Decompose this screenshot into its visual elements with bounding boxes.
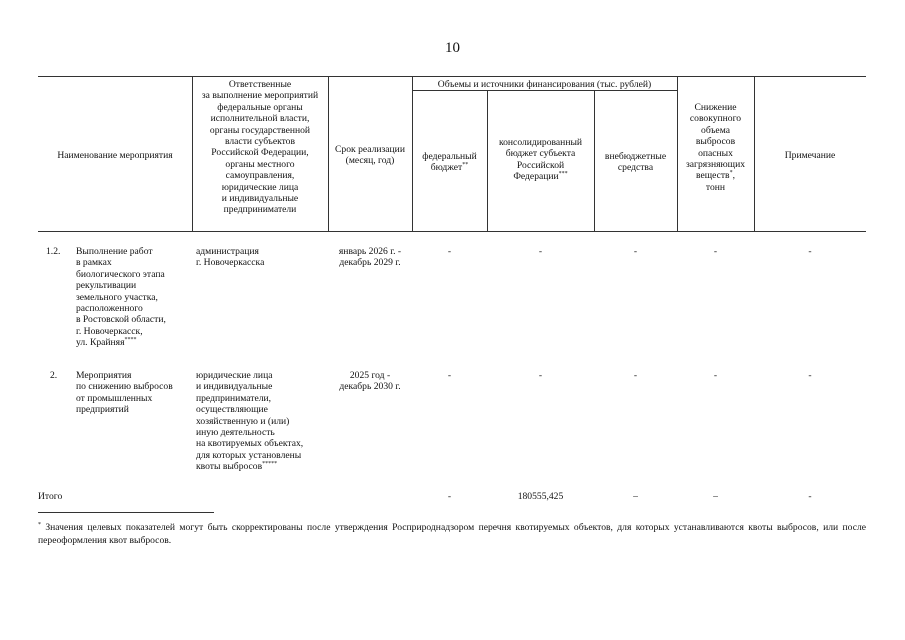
footnote-mark: * xyxy=(38,522,41,528)
footnote xyxy=(38,521,866,547)
header-federal-footnote-mark: ** xyxy=(462,162,469,169)
row-responsible: администрация г. Новочеркасска xyxy=(196,246,265,269)
header-extrabudget: внебюджетные средства xyxy=(604,151,667,174)
header-reduction-label: Снижение совокупного объема выбросов опасных загрязняющих веществ xyxy=(685,102,745,182)
header-responsible: Ответственные за выполнение мероприятий федеральные органы исполнительной власти, органы государственной власти субъектов Российской Федерации, органы местного самоуправления, юридические лица и индивидуальные предприниматели xyxy=(201,79,319,216)
header-note: Примечание xyxy=(784,150,836,161)
footnote-separator xyxy=(38,512,214,513)
row-number: 2. xyxy=(50,370,58,381)
header-reduction-footnote-mark: * xyxy=(729,170,733,177)
row-consolidated: - xyxy=(538,246,543,257)
row-responsible-footnote-mark: ***** xyxy=(262,461,278,468)
total-consolidated: 180555,425 xyxy=(517,491,564,502)
header-reduction xyxy=(677,102,754,193)
total-federal: - xyxy=(447,491,452,502)
table-top-border xyxy=(38,76,866,77)
header-name: Наименование мероприятия xyxy=(57,150,173,161)
header-period: Срок реализации (месяц, год) xyxy=(335,144,405,167)
row-name-text: Выполнение работ в рамках биологического этапа рекультивации земельного участка, расположенного в Ростовской области, г. Новочеркасск, ул. Крайняя xyxy=(76,246,166,349)
total-reduction: – xyxy=(713,491,718,502)
row-name: Мероприятия по снижению выбросов от промышленных предприятий xyxy=(76,370,173,416)
header-federal xyxy=(412,151,487,174)
page-number: 10 xyxy=(445,40,460,56)
total-note: - xyxy=(808,491,812,502)
row-responsible-text: юридические лица и индивидуальные предприниматели, осуществляющие хозяйственную и (или) иную деятельность на квотируемых объектах, для которых установлены квоты выбросов xyxy=(196,370,304,473)
row-name-footnote-mark: **** xyxy=(124,337,137,344)
row-note: - xyxy=(808,246,812,257)
table-header-bottom-border xyxy=(38,231,866,232)
header-federal-label: федеральный бюджет xyxy=(422,151,477,174)
row-extrabudget: - xyxy=(633,246,638,257)
header-financing: Объемы и источники финансирования (тыс. рублей) xyxy=(437,79,652,90)
row-number: 1.2. xyxy=(46,246,61,257)
total-extrabudget: – xyxy=(633,491,638,502)
row-extrabudget: - xyxy=(633,370,638,381)
total-label: Итого xyxy=(38,491,63,502)
row-period: январь 2026 г. - декабрь 2029 г. xyxy=(338,246,402,269)
row-federal: - xyxy=(447,370,452,381)
row-federal: - xyxy=(447,246,452,257)
header-consolidated xyxy=(487,137,594,183)
header-reduction-unit: , тонн xyxy=(705,170,735,193)
row-period: 2025 год - декабрь 2030 г. xyxy=(339,370,401,393)
row-note: - xyxy=(808,370,812,381)
footnote-text: Значения целевых показателей могут быть скорректированы после утверждения Росприроднадзором перечня квотируемых объектов, для которых устанавливаются квоты выбросов, или после переоформления квот выбросов. xyxy=(38,522,866,546)
header-consolidated-label: консолидированный бюджет субъекта Российской Федерации xyxy=(498,137,583,183)
row-reduction: - xyxy=(713,370,718,381)
row-responsible xyxy=(196,370,328,473)
header-consolidated-footnote-mark: *** xyxy=(558,171,568,178)
row-consolidated: - xyxy=(538,370,543,381)
row-name xyxy=(76,246,192,349)
row-reduction: - xyxy=(713,246,718,257)
